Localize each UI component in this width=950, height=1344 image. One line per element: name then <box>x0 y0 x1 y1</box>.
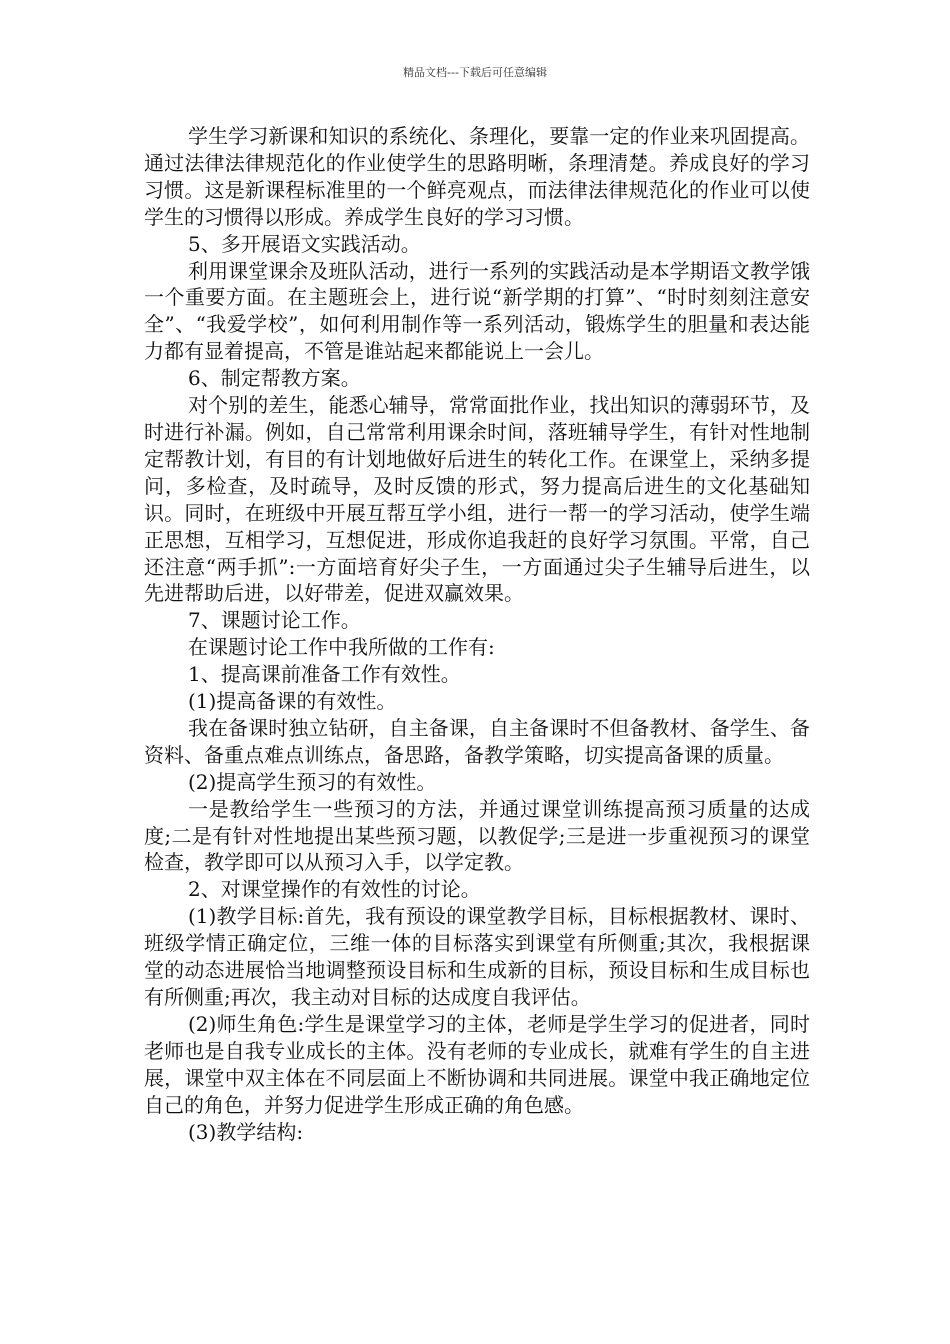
paragraph-research-intro: 在课题讨论工作中我所做的工作有: <box>188 635 495 660</box>
paragraph-teaching-goals: (1)教学目标:首先，我有预设的课堂教学目标，目标根据教材、课时、班级学情正确定位，三维一体的目标落实到课堂有所侧重;其次，我根据课堂的动态进展恰当地调整预设目标和生成新的目标，预设目标和生成目标也有所侧重;再次，我主动对目标的达成度自我评估。 <box>144 904 810 1009</box>
heading-tutoring-plan: 6、制定帮教方案。 <box>188 366 361 391</box>
heading-research-work: 7、课题讨论工作。 <box>188 608 361 633</box>
paragraph-tutoring-plan: 对个别的差生，能悉心辅导，常常面批作业，找出知识的薄弱环节，及时进行补漏。例如，自己常常利用课余时间，落班辅导学生，有针对性地制定帮教计划，有目的有计划地做好后进生的转化工作。在课堂上，采纳多提问，多检查，及时疏导，及时反馈的形式，努力提高后进生的文化基础知识。同时，在班级中开展互帮互学小组，进行一帮一的学习活动，使学生端正思想，互相学习，互想促进，形成你追我赶的良好学习氛围。平常，自己还注意“两手抓”:一方面培育好尖子生，一方面通过尖子生辅导后进生，以先进帮助后进，以好带差，促进双赢效果。 <box>144 393 810 606</box>
heading-practice-activities: 5、多开展语文实践活动。 <box>188 231 421 256</box>
paragraph-lesson-planning: 我在备课时独立钻研，自主备课，自主备课时不但备教材、备学生、备资料、备重点难点训练点，备思路，备教学策略，切实提高备课的质量。 <box>144 715 810 767</box>
document-body <box>144 123 810 1145</box>
heading-classroom-effectiveness: 2、对课堂操作的有效性的讨论。 <box>188 877 481 902</box>
paragraph-student-preview: 一是教给学生一些预习的方法，并通过课堂训练提高预习质量的达成度;二是有针对性地提出某些预习题，以教促学;三是进一步重视预习的课堂检查，教学即可以从预习入手，以学定教。 <box>144 796 810 875</box>
paragraph-homework-habits: 学生学习新课和知识的系统化、条理化，要靠一定的作业来巩固提高。通过法律法律规范化的作业使学生的思路明晰，条理清楚。养成良好的学习习惯。这是新课程标准里的一个鲜亮观点，而法律法律规范化的作业可以使学生的习惯得以形成。养成学生良好的学习习惯。 <box>144 124 810 229</box>
heading-preparation-effectiveness: 1、提高课前准备工作有效性。 <box>188 662 461 687</box>
page-header: 精品文档---下载后可任意编辑 <box>403 66 547 79</box>
subheading-lesson-planning: (1)提高备课的有效性。 <box>188 689 397 714</box>
paragraph-teacher-student-roles: (2)师生角色:学生是课堂学习的主体，老师是学生学习的促进者，同时老师也是自我专业成长的主体。没有老师的专业成长，就难有学生的自主进展，课堂中双主体在不同层面上不断协调和共同进展。课堂中我正确地定位自己的角色，并努力促进学生形成正确的角色感。 <box>144 1011 810 1117</box>
subheading-teaching-structure: (3)教学结构: <box>188 1119 304 1144</box>
paragraph-practice-activities: 利用课堂课余及班队活动，进行一系列的实践活动是本学期语文教学饿一个重要方面。在主题班会上，进行说“新学期的打算”、“时时刻刻注意安全”、“我爱学校”，如何利用制作等一系列活动，锻炼学生的胆量和表达能力都有显着提高，不管是谁站起来都能说上一会儿。 <box>144 258 810 364</box>
subheading-student-preview: (2)提高学生预习的有效性。 <box>188 769 437 794</box>
